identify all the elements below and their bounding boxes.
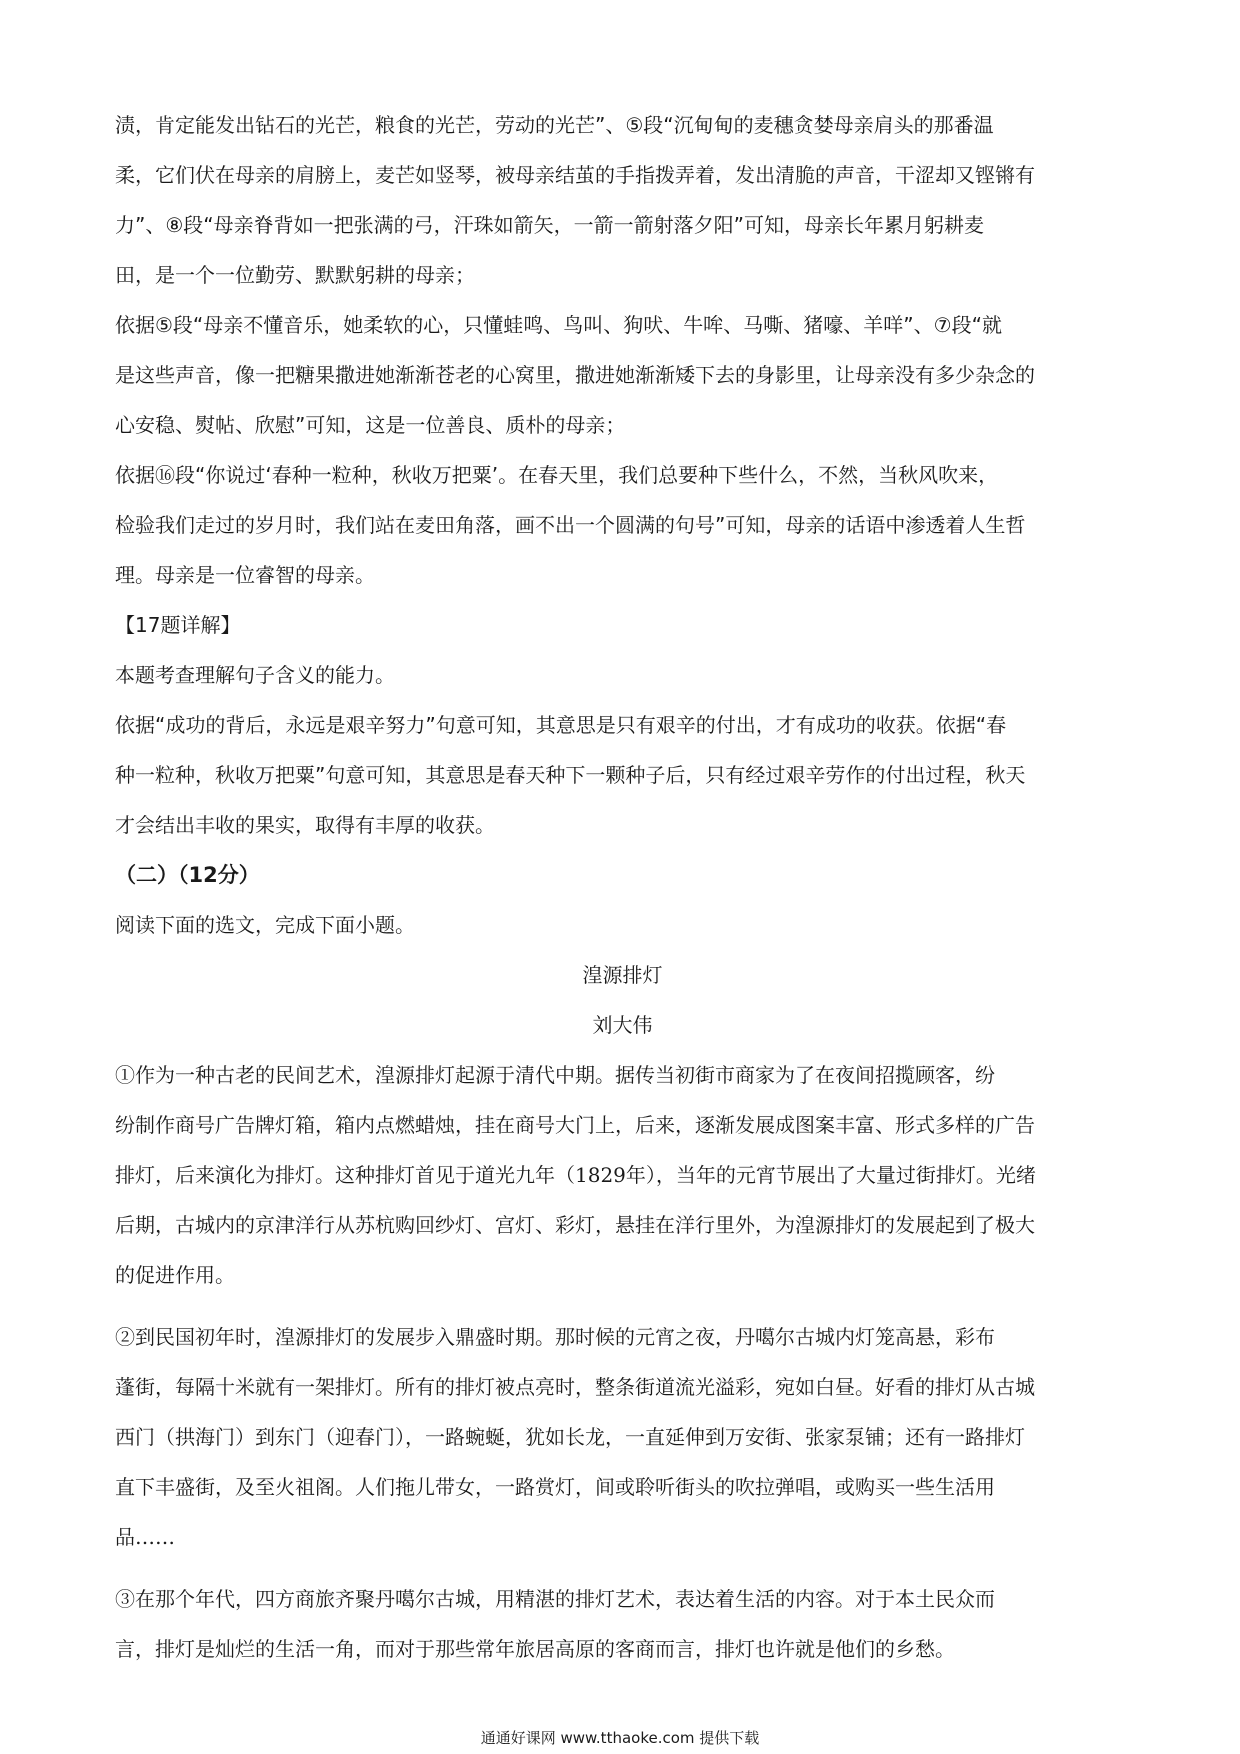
- essay-paragraph-1: [115, 1050, 1130, 1300]
- essay-line: 言，排灯是灿烂的生活一角，而对于那些常年旅居高原的客商而言，排灯也许就是他们的乡愁。: [115, 1637, 955, 1661]
- essay-line: 的促进作用。: [115, 1263, 235, 1287]
- essay-title: 湟源排灯: [582, 963, 663, 987]
- q17-line: 本题考查理解句子含义的能力。: [115, 663, 395, 687]
- q17-line: 才会结出丰收的果实，取得有丰厚的收获。: [115, 813, 495, 837]
- essay-line: ③在那个年代，四方商旅齐聚丹噶尔古城，用精湛的排灯艺术，表达着生活的内容。对于本土民众而: [115, 1587, 995, 1611]
- essay-block: [115, 950, 1130, 1674]
- answer-line: 柔，它们伏在母亲的肩膀上，麦芒如竖琴，被母亲结茧的手指拨弄着，发出清脆的声音，干涩却又铿锵有: [115, 163, 1035, 187]
- answer-line: 检验我们走过的岁月时，我们站在麦田角落，画不出一个圆满的句号”可知，母亲的话语中渗透着人生哲: [115, 513, 1026, 537]
- essay-line: 纷制作商号广告牌灯箱，箱内点燃蜡烛，挂在商号大门上，后来，逐渐发展成图案丰富、形式多样的广告: [115, 1113, 1035, 1137]
- essay-line: 直下丰盛街，及至火祖阁。人们拖儿带女，一路赏灯，间或聆听街头的吹拉弹唱，或购买一些生活用: [115, 1475, 995, 1499]
- answer-line: 渍，肯定能发出钻石的光芒，粮食的光芒，劳动的光芒”、⑤段“沉甸甸的麦穗贪婪母亲肩头的那番温: [115, 113, 994, 137]
- section-two-block: [115, 850, 1130, 950]
- answer-line: 理。母亲是一位睿智的母亲。: [115, 563, 375, 587]
- section-instruction: 阅读下面的选文，完成下面小题。: [115, 913, 415, 937]
- essay-author: 刘大伟: [592, 1013, 653, 1037]
- essay-line: 西门（拱海门）到东门（迎春门），一路蜿蜒，犹如长龙，一直延伸到万安街、张家泵铺；还有一路排灯: [115, 1425, 1025, 1449]
- answer-line: 田，是一个一位勤劳、默默躬耕的母亲；: [115, 263, 475, 287]
- essay-line: ①作为一种古老的民间艺术，湟源排灯起源于清代中期。据传当初街市商家为了在夜间招揽顾客，纷: [115, 1063, 995, 1087]
- answer-analysis-block: [115, 100, 1130, 600]
- essay-line: 品……: [115, 1525, 175, 1549]
- essay-line: 蓬街，每隔十米就有一架排灯。所有的排灯被点亮时，整条街道流光溢彩，宛如白昼。好看的排灯从古城: [115, 1375, 1035, 1399]
- q17-detail-block: [115, 600, 1130, 850]
- answer-line: 力”、⑧段“母亲脊背如一把张满的弓，汗珠如箭矢，一箭一箭射落夕阳”可知，母亲长年累月躬耕麦: [115, 213, 985, 237]
- paragraph-gap: [115, 1300, 1130, 1312]
- essay-line: 排灯，后来演化为排灯。这种排灯首见于道光九年（1829年），当年的元宵节展出了大量过街排灯。光绪: [115, 1163, 1036, 1187]
- page-content: [115, 100, 1130, 1674]
- essay-paragraph-2: [115, 1312, 1130, 1562]
- answer-line: 依据⑯段“你说过‘春种一粒种，秋收万把粟’。在春天里，我们总要种下些什么，不然，当秋风吹来，: [115, 463, 999, 487]
- section-heading: （二）（12分）: [115, 863, 260, 887]
- answer-line: 心安稳、熨帖、欣慰”可知，这是一位善良、质朴的母亲；: [115, 413, 626, 437]
- q17-line: 依据“成功的背后，永远是艰辛努力”句意可知，其意思是只有艰辛的付出，才有成功的收获。依据“春: [115, 713, 1007, 737]
- q17-line: 种一粒种，秋收万把粟”句意可知，其意思是春天种下一颗种子后，只有经过艰辛劳作的付出过程，秋天: [115, 763, 1026, 787]
- essay-paragraph-3: [115, 1574, 1130, 1674]
- q17-heading: 【17题详解】: [115, 613, 241, 637]
- answer-line: 是这些声音，像一把糖果撒进她渐渐苍老的心窝里，撒进她渐渐矮下去的身影里，让母亲没有多少杂念的: [115, 363, 1035, 387]
- essay-line: ②到民国初年时，湟源排灯的发展步入鼎盛时期。那时候的元宵之夜，丹噶尔古城内灯笼高悬，彩布: [115, 1325, 995, 1349]
- essay-line: 后期，古城内的京津洋行从苏杭购回纱灯、宫灯、彩灯，悬挂在洋行里外，为湟源排灯的发展起到了极大: [115, 1213, 1035, 1237]
- paragraph-gap: [115, 1562, 1130, 1574]
- answer-line: 依据⑤段“母亲不懂音乐，她柔软的心，只懂蛙鸣、鸟叫、狗吠、牛哞、马嘶、猪嚎、羊咩”、⑦段“就: [115, 313, 1002, 337]
- page-footer: 通通好课网 www.tthaoke.com 提供下载: [480, 1729, 760, 1747]
